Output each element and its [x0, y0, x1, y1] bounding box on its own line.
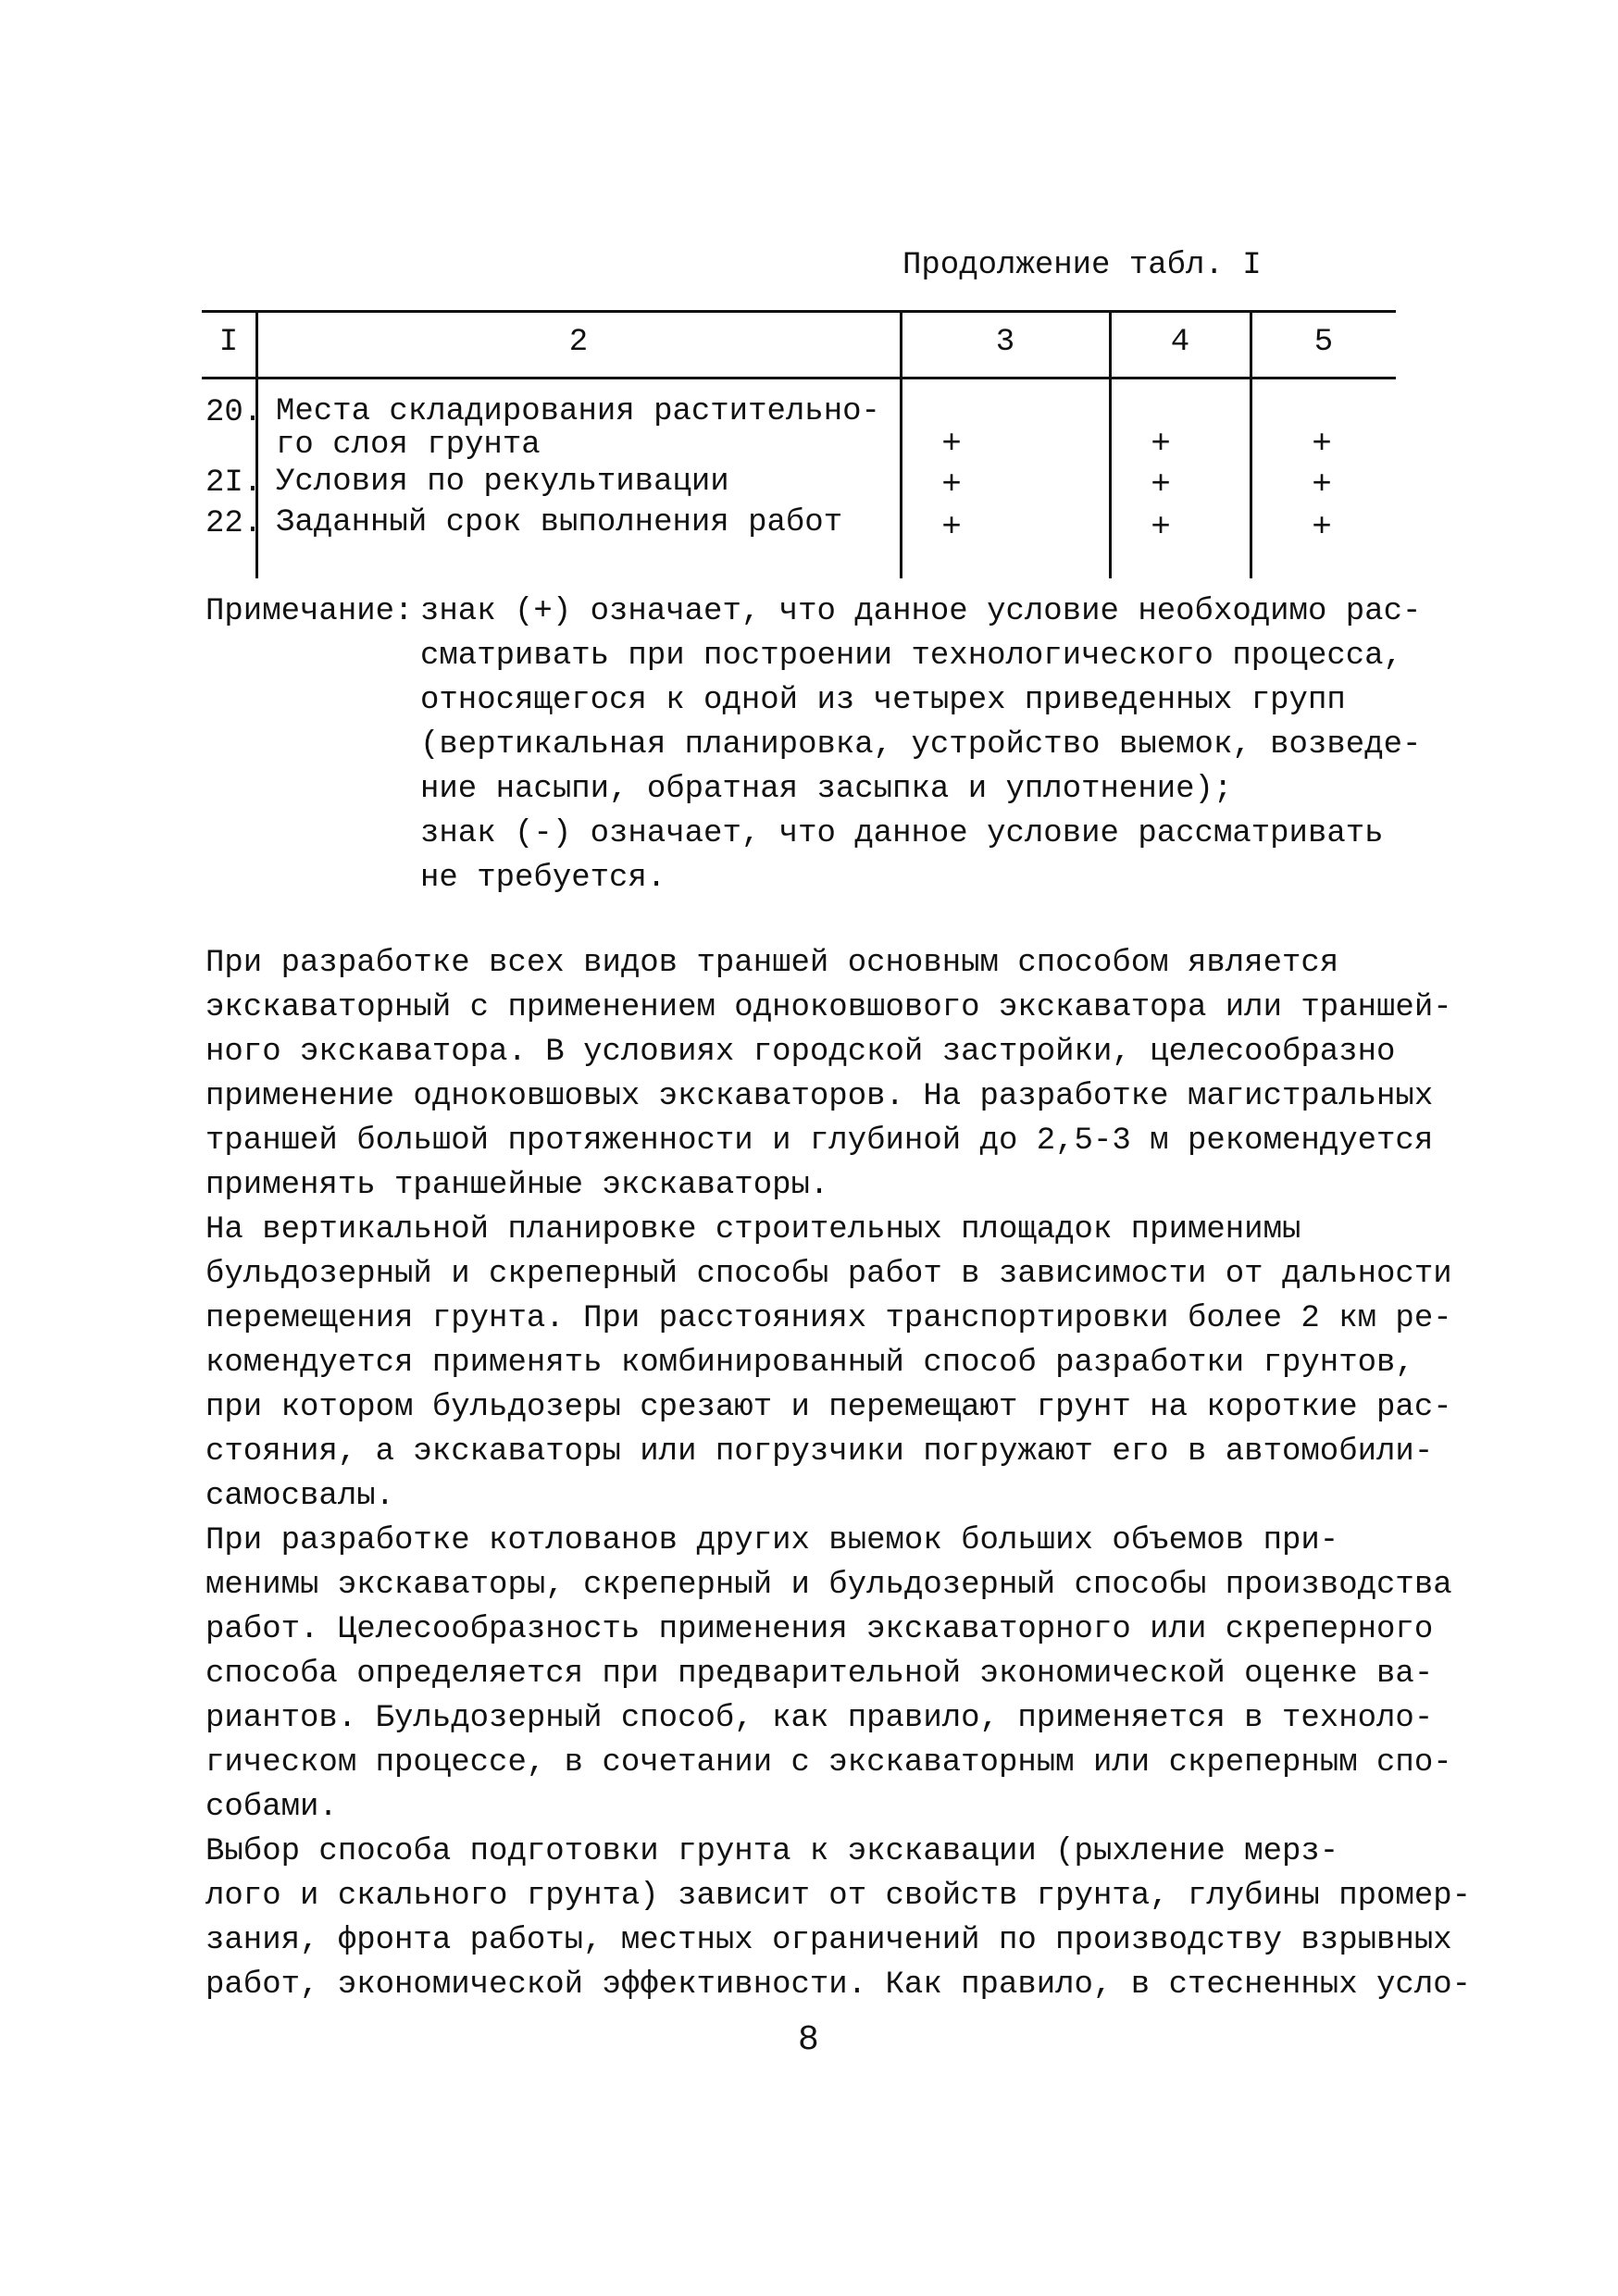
cell-plus: + — [1312, 465, 1332, 503]
row-number: 2I. — [205, 465, 263, 501]
note-line: знак (-) означает, что данное условие рассматривать — [420, 816, 1384, 851]
paragraph-line: при котором бульдозеры срезают и перемещают грунт на короткие рас- — [205, 1390, 1452, 1425]
header-col-2: 2 — [568, 325, 589, 360]
paragraph-line: бульдозерный и скреперный способы работ в зависимости от дальности — [205, 1257, 1452, 1292]
note-line: относящегося к одной из четырех приведенных групп — [420, 683, 1346, 718]
cell-plus: + — [941, 508, 962, 546]
cell-plus: + — [1151, 425, 1171, 463]
paragraph-line: самосвалы. — [205, 1479, 395, 1514]
paragraph-line: При разработке всех видов траншей основным способом является — [205, 946, 1339, 981]
note-label: Примечание: — [205, 594, 414, 629]
paragraph-line: гическом процессе, в сочетании с экскаваторным или скреперным спо- — [205, 1745, 1452, 1781]
note-line: не требуется. — [420, 861, 666, 896]
paragraph-line: При разработке котлованов других выемок больших объемов при- — [205, 1523, 1339, 1558]
paragraph-line: перемещения грунта. При расстояниях транспортировки более 2 км ре- — [205, 1301, 1452, 1336]
paragraph-line: комендуется применять комбинированный способ разработки грунтов, — [205, 1346, 1414, 1381]
row-text-line: го слоя грунта — [276, 428, 541, 463]
paragraph-line: траншей большой протяженности и глубиной до 2,5-3 м рекомендуется — [205, 1123, 1434, 1159]
cell-plus: + — [941, 425, 962, 463]
paragraph-line: применение одноковшовых экскаваторов. На разработке магистральных — [205, 1079, 1434, 1114]
paragraph-line: собами. — [205, 1790, 338, 1825]
paragraph-line: ного экскаватора. В условиях городской застройки, целесообразно — [205, 1035, 1396, 1070]
paragraph-line: лого и скального грунта) зависит от свойств грунта, глубины промер- — [205, 1879, 1472, 1914]
paragraph-line: работ. Целесообразность применения экскаваторного или скреперного — [205, 1612, 1434, 1647]
paragraph-line: экскаваторный с применением одноковшового экскаватора или траншей- — [205, 990, 1452, 1025]
table-header-border — [202, 377, 1396, 379]
paragraph-line: способа определяется при предварительной экономической оценке ва- — [205, 1657, 1434, 1692]
paragraph-line: риантов. Бульдозерный способ, как правило, применяется в техноло- — [205, 1701, 1434, 1736]
row-text-line: Заданный срок выполнения работ — [276, 505, 843, 540]
cell-plus: + — [1312, 425, 1332, 463]
note-line: сматривать при построении технологического процесса, — [420, 639, 1402, 674]
cell-plus: + — [941, 465, 962, 503]
header-col-4: 4 — [1170, 325, 1190, 360]
row-text-line: Условия по рекультивации — [276, 465, 729, 500]
row-number: 20. — [205, 395, 263, 430]
note-line: знак (+) означает, что данное условие необходимо рас- — [420, 594, 1422, 629]
row-number: 22. — [205, 506, 263, 541]
page-number: 8 — [798, 2020, 819, 2060]
note-line: ние насыпи, обратная засыпка и уплотнение); — [420, 772, 1233, 807]
table-top-border — [202, 310, 1396, 313]
paragraph-line: менимы экскаваторы, скреперный и бульдозерный способы производства — [205, 1568, 1452, 1603]
paragraph-line: На вертикальной планировке строительных площадок применимы — [205, 1212, 1301, 1247]
cell-plus: + — [1151, 465, 1171, 503]
paragraph-line: стояния, а экскаваторы или погрузчики погружают его в автомобили- — [205, 1434, 1434, 1470]
header-col-5: 5 — [1313, 325, 1334, 360]
note-line: (вертикальная планировка, устройство выемок, возведе- — [420, 727, 1422, 763]
cell-plus: + — [1312, 508, 1332, 546]
data-table — [202, 310, 1396, 578]
header-col-1: I — [218, 325, 239, 360]
cell-plus: + — [1151, 508, 1171, 546]
paragraph-line: применять траншейные экскаваторы. — [205, 1168, 829, 1203]
row-text-line: Места складирования растительно- — [276, 394, 880, 429]
paragraph-line: зания, фронта работы, местных ограничений по производству взрывных — [205, 1923, 1452, 1958]
paragraph-line: Выбор способа подготовки грунта к экскавации (рыхление мерз- — [205, 1834, 1339, 1869]
header-col-3: 3 — [995, 325, 1015, 360]
paragraph-line: работ, экономической эффективности. Как правило, в стесненных усло- — [205, 1967, 1472, 2003]
table-caption: Продолжение табл. I — [902, 248, 1262, 283]
